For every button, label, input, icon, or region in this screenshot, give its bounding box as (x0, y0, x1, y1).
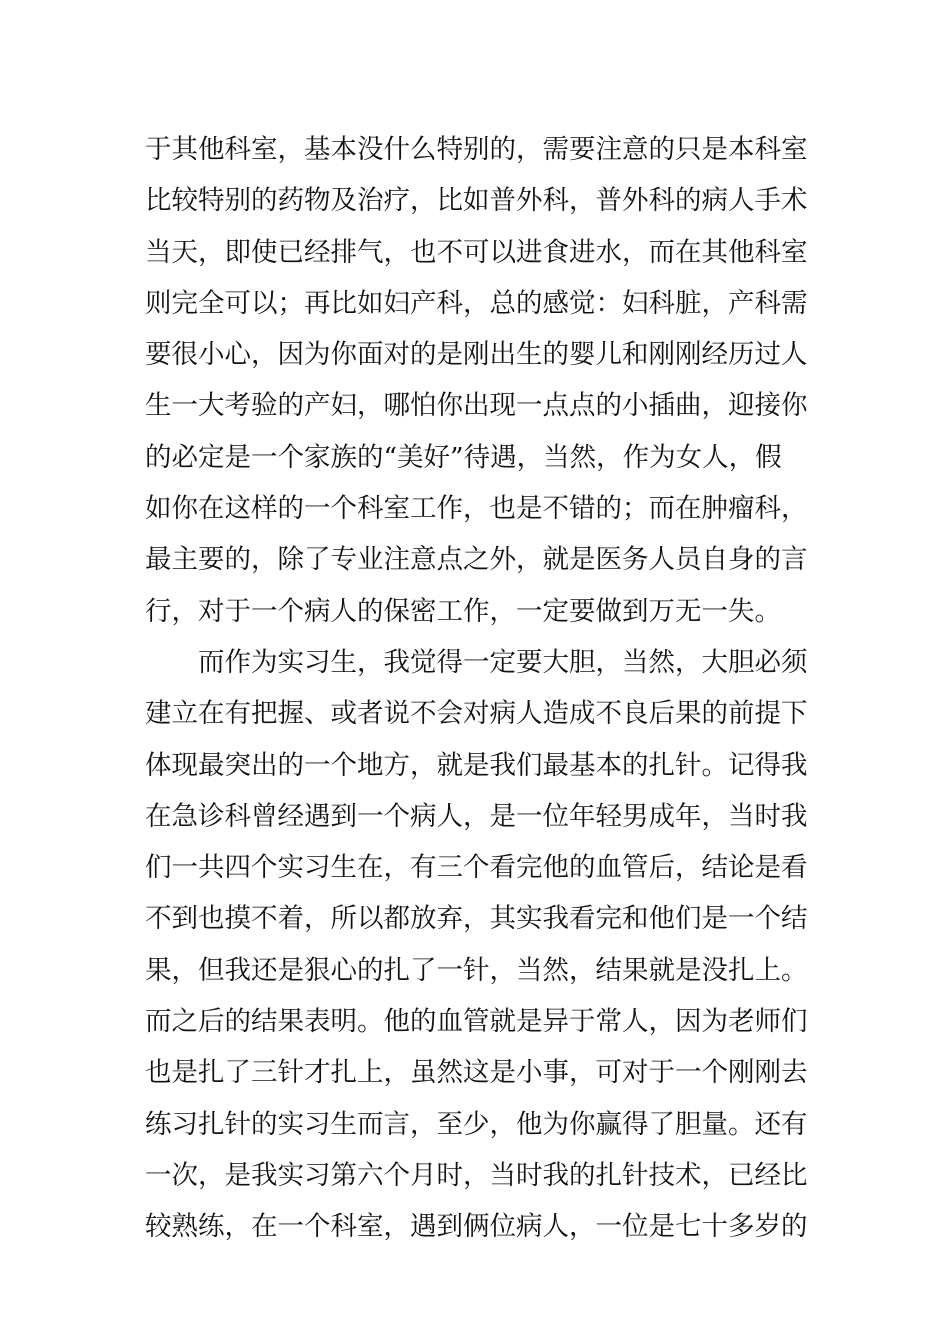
text-line: 不到也摸不着，所以都放弃，其实我看完和他们是一个结 (145, 903, 808, 935)
text-line: 建立在有把握、或者说不会对病人造成不良后果的前提下 (145, 698, 808, 730)
text-line: 于其他科室，基本没什么特别的，需要注意的只是本科室 (145, 134, 808, 165)
paragraph-start-line: 而作为实习生，我觉得一定要大胆，当然，大胆必须 (198, 646, 808, 678)
text-line: 的必定是一个家族的“美好”待遇，当然，作为女人，假 (145, 441, 782, 473)
text-line: 比较特别的药物及治疗，比如普外科，普外科的病人手术 (145, 185, 808, 217)
text-line: 较熟练，在一个科室，遇到俩位病人，一位是七十多岁的 (145, 1211, 808, 1243)
body-text (145, 124, 810, 1253)
text-line: 果，但我还是狠心的扎了一针，当然，结果就是没扎上。 (145, 954, 808, 986)
text-line: 而之后的结果表明。他的血管就是异于常人，因为老师们 (145, 1006, 808, 1038)
text-line: 在急诊科曾经遇到一个病人，是一位年轻男成年，当时我 (145, 800, 808, 832)
text-line: 如你在这样的一个科室工作，也是不错的；而在肿瘤科， (145, 493, 808, 525)
text-line: 生一大考验的产妇，哪怕你出现一点点的小插曲，迎接你 (145, 390, 808, 422)
text-line: 也是扎了三针才扎上，虽然这是小事，可对于一个刚刚去 (145, 1057, 808, 1089)
text-line: 们一共四个实习生在，有三个看完他的血管后，结论是看 (145, 852, 808, 884)
text-line: 练习扎针的实习生而言，至少，他为你赢得了胆量。还有 (145, 1108, 808, 1140)
text-line: 行，对于一个病人的保密工作，一定要做到万无一失。 (145, 595, 781, 627)
text-line: 则完全可以；再比如妇产科，总的感觉：妇科脏，产科需 (145, 287, 808, 319)
text-line: 要很小心，因为你面对的是刚出生的婴儿和刚刚经历过人 (145, 339, 808, 371)
text-line: 最主要的，除了专业注意点之外，就是医务人员自身的言 (145, 544, 808, 576)
text-line: 当天，即使已经排气，也不可以进食进水，而在其他科室 (145, 236, 808, 268)
text-line: 体现最突出的一个地方，就是我们最基本的扎针。记得我 (145, 749, 808, 781)
text-line: 一次，是我实习第六个月时，当时我的扎针技术，已经比 (145, 1159, 808, 1191)
